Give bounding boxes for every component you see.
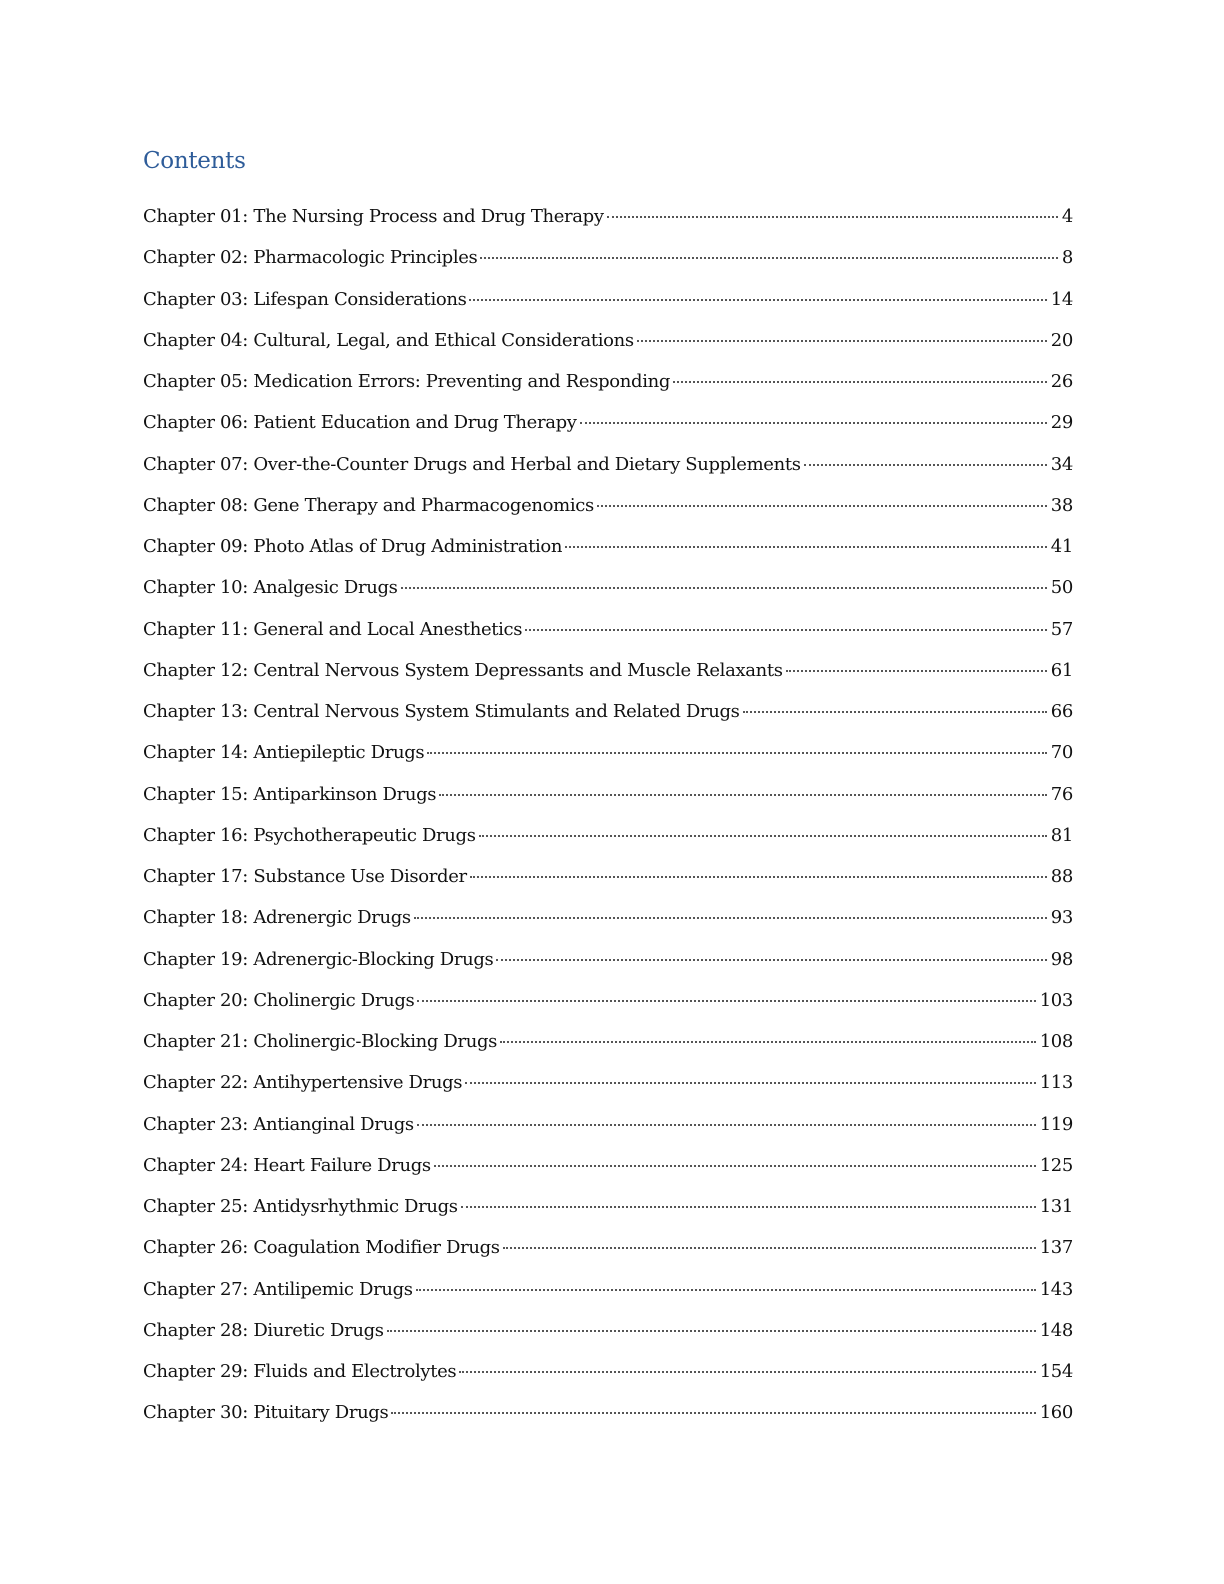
toc-entry-page-number[interactable]: 148 bbox=[1039, 1319, 1073, 1341]
toc-entry[interactable] bbox=[143, 1021, 1073, 1062]
toc-entry-page-number[interactable]: 29 bbox=[1050, 412, 1073, 434]
dot-leader bbox=[673, 381, 1047, 383]
toc-entry[interactable] bbox=[143, 320, 1073, 361]
toc-entry-page-number[interactable]: 20 bbox=[1050, 329, 1073, 351]
toc-entry-title[interactable]: Chapter 07: Over-the-Counter Drugs and Herbal and Dietary Supplements bbox=[143, 453, 801, 475]
toc-entry[interactable] bbox=[143, 526, 1073, 567]
dot-leader bbox=[469, 299, 1046, 301]
toc-entry-title[interactable]: Chapter 23: Antianginal Drugs bbox=[143, 1113, 414, 1135]
toc-entry[interactable] bbox=[143, 1269, 1073, 1310]
toc-heading: Contents bbox=[143, 148, 246, 174]
toc-entry[interactable] bbox=[143, 1351, 1073, 1392]
toc-entry-title[interactable]: Chapter 13: Central Nervous System Stimulants and Related Drugs bbox=[143, 701, 740, 722]
toc-entry[interactable] bbox=[143, 1392, 1073, 1433]
toc-entry-title[interactable]: Chapter 22: Antihypertensive Drugs bbox=[143, 1072, 463, 1094]
toc-entry-page-number[interactable]: 143 bbox=[1039, 1278, 1073, 1300]
toc-list bbox=[143, 196, 1073, 1434]
toc-entry-page-number[interactable]: 34 bbox=[1050, 453, 1073, 475]
toc-entry-title[interactable]: Chapter 30: Pituitary Drugs bbox=[143, 1402, 389, 1424]
toc-entry-title[interactable]: Chapter 19: Adrenergic-Blocking Drugs bbox=[143, 948, 494, 970]
dot-leader bbox=[565, 546, 1047, 548]
dot-leader bbox=[500, 1041, 1036, 1043]
dot-leader bbox=[439, 794, 1047, 796]
toc-entry-page-number[interactable]: 154 bbox=[1039, 1361, 1073, 1382]
toc-entry[interactable] bbox=[143, 1227, 1073, 1268]
toc-entry[interactable] bbox=[143, 567, 1073, 608]
toc-entry-title[interactable]: Chapter 14: Antiepileptic Drugs bbox=[143, 742, 425, 764]
toc-entry-title[interactable]: Chapter 03: Lifespan Considerations bbox=[143, 288, 467, 310]
toc-entry-page-number[interactable]: 4 bbox=[1061, 206, 1073, 227]
toc-entry[interactable] bbox=[143, 1104, 1073, 1145]
toc-entry[interactable] bbox=[143, 609, 1073, 650]
toc-entry-page-number[interactable]: 41 bbox=[1050, 536, 1073, 557]
toc-entry[interactable] bbox=[143, 897, 1073, 938]
dot-leader bbox=[743, 711, 1047, 713]
dot-leader bbox=[461, 1206, 1036, 1208]
toc-entry-page-number[interactable]: 66 bbox=[1050, 701, 1073, 722]
toc-entry-title[interactable]: Chapter 08: Gene Therapy and Pharmacogenomics bbox=[143, 494, 594, 516]
toc-entry-title[interactable]: Chapter 20: Cholinergic Drugs bbox=[143, 989, 415, 1011]
toc-entry[interactable] bbox=[143, 237, 1073, 278]
dot-leader bbox=[496, 959, 1046, 961]
dot-leader bbox=[427, 752, 1046, 754]
dot-leader bbox=[387, 1330, 1036, 1332]
toc-entry-title[interactable]: Chapter 09: Photo Atlas of Drug Administration bbox=[143, 536, 563, 557]
dot-leader bbox=[525, 629, 1047, 631]
toc-entry-title[interactable]: Chapter 24: Heart Failure Drugs bbox=[143, 1154, 431, 1176]
toc-entry-page-number[interactable]: 93 bbox=[1050, 907, 1073, 929]
toc-entry[interactable] bbox=[143, 1310, 1073, 1351]
toc-entry-title[interactable]: Chapter 02: Pharmacologic Principles bbox=[143, 247, 478, 269]
toc-entry-page-number[interactable]: 119 bbox=[1039, 1113, 1073, 1135]
dot-leader bbox=[637, 340, 1047, 342]
toc-entry[interactable] bbox=[143, 444, 1073, 485]
toc-entry-title[interactable]: Chapter 27: Antilipemic Drugs bbox=[143, 1278, 413, 1300]
dot-leader bbox=[470, 876, 1047, 878]
toc-entry-title[interactable]: Chapter 25: Antidysrhythmic Drugs bbox=[143, 1196, 458, 1217]
toc-entry-page-number[interactable]: 98 bbox=[1050, 948, 1073, 970]
dot-leader bbox=[597, 505, 1047, 507]
toc-entry-page-number[interactable]: 70 bbox=[1050, 742, 1073, 764]
toc-entry-page-number[interactable]: 125 bbox=[1039, 1154, 1073, 1176]
toc-entry-page-number[interactable]: 81 bbox=[1050, 824, 1073, 846]
dot-leader bbox=[401, 587, 1047, 589]
dot-leader bbox=[786, 670, 1047, 672]
toc-entry-page-number[interactable]: 8 bbox=[1061, 247, 1073, 269]
toc-entry-title[interactable]: Chapter 15: Antiparkinson Drugs bbox=[143, 783, 437, 805]
toc-entry[interactable] bbox=[143, 361, 1073, 402]
toc-entry[interactable] bbox=[143, 939, 1073, 980]
toc-entry-title[interactable]: Chapter 28: Diuretic Drugs bbox=[143, 1319, 384, 1341]
toc-entry[interactable] bbox=[143, 732, 1073, 773]
dot-leader bbox=[416, 1289, 1036, 1291]
toc-entry-title[interactable]: Chapter 06: Patient Education and Drug Therapy bbox=[143, 412, 577, 434]
toc-entry-title[interactable]: Chapter 26: Coagulation Modifier Drugs bbox=[143, 1237, 500, 1259]
toc-entry-page-number[interactable]: 38 bbox=[1050, 494, 1073, 516]
toc-entry[interactable] bbox=[143, 1062, 1073, 1103]
toc-entry-title[interactable]: Chapter 17: Substance Use Disorder bbox=[143, 866, 467, 887]
dot-leader bbox=[480, 257, 1057, 259]
toc-entry-page-number[interactable]: 50 bbox=[1050, 577, 1073, 599]
dot-leader bbox=[414, 917, 1047, 919]
toc-entry-page-number[interactable]: 61 bbox=[1050, 659, 1073, 681]
toc-entry-page-number[interactable]: 103 bbox=[1039, 989, 1073, 1011]
toc-entry-title[interactable]: Chapter 12: Central Nervous System Depressants and Muscle Relaxants bbox=[143, 659, 783, 681]
dot-leader bbox=[804, 464, 1047, 466]
toc-entry-page-number[interactable]: 88 bbox=[1050, 866, 1073, 887]
toc-entry-title[interactable]: Chapter 04: Cultural, Legal, and Ethical Considerations bbox=[143, 329, 634, 351]
toc-entry[interactable] bbox=[143, 774, 1073, 815]
toc-entry[interactable] bbox=[143, 856, 1073, 897]
toc-entry-title[interactable]: Chapter 05: Medication Errors: Preventing and Responding bbox=[143, 371, 671, 392]
dot-leader bbox=[391, 1412, 1035, 1414]
toc-entry-page-number[interactable]: 113 bbox=[1039, 1072, 1073, 1094]
dot-leader bbox=[479, 835, 1047, 837]
toc-entry[interactable] bbox=[143, 279, 1073, 320]
dot-leader bbox=[434, 1165, 1036, 1167]
toc-entry[interactable] bbox=[143, 1186, 1073, 1227]
dot-leader bbox=[503, 1247, 1036, 1249]
toc-entry[interactable] bbox=[143, 1145, 1073, 1186]
toc-entry-page-number[interactable]: 76 bbox=[1050, 783, 1073, 805]
toc-entry-page-number[interactable]: 57 bbox=[1050, 618, 1073, 640]
toc-entry[interactable] bbox=[143, 691, 1073, 732]
dot-leader bbox=[465, 1082, 1036, 1084]
toc-entry-title[interactable]: Chapter 10: Analgesic Drugs bbox=[143, 577, 398, 599]
toc-entry-title[interactable]: Chapter 18: Adrenergic Drugs bbox=[143, 907, 411, 929]
toc-entry[interactable] bbox=[143, 980, 1073, 1021]
toc-entry[interactable] bbox=[143, 815, 1073, 856]
toc-entry-page-number[interactable]: 108 bbox=[1039, 1031, 1073, 1052]
toc-entry[interactable] bbox=[143, 196, 1073, 237]
toc-entry-title[interactable]: Chapter 29: Fluids and Electrolytes bbox=[143, 1361, 457, 1382]
dot-leader bbox=[459, 1371, 1035, 1373]
toc-entry-page-number[interactable]: 14 bbox=[1050, 288, 1073, 310]
toc-entry[interactable] bbox=[143, 485, 1073, 526]
toc-entry[interactable] bbox=[143, 402, 1073, 443]
dot-leader bbox=[580, 422, 1047, 424]
toc-entry-title[interactable]: Chapter 01: The Nursing Process and Drug Therapy bbox=[143, 206, 604, 227]
toc-entry[interactable] bbox=[143, 650, 1073, 691]
toc-entry-page-number[interactable]: 160 bbox=[1039, 1402, 1073, 1424]
toc-entry-page-number[interactable]: 137 bbox=[1039, 1237, 1073, 1259]
toc-entry-page-number[interactable]: 26 bbox=[1050, 371, 1073, 392]
toc-entry-title[interactable]: Chapter 16: Psychotherapeutic Drugs bbox=[143, 824, 476, 846]
toc-entry-page-number[interactable]: 131 bbox=[1039, 1196, 1073, 1217]
dot-leader bbox=[417, 1000, 1035, 1002]
dot-leader bbox=[417, 1124, 1036, 1126]
toc-entry-title[interactable]: Chapter 11: General and Local Anesthetics bbox=[143, 618, 523, 640]
dot-leader bbox=[607, 216, 1058, 218]
toc-entry-title[interactable]: Chapter 21: Cholinergic-Blocking Drugs bbox=[143, 1031, 498, 1052]
